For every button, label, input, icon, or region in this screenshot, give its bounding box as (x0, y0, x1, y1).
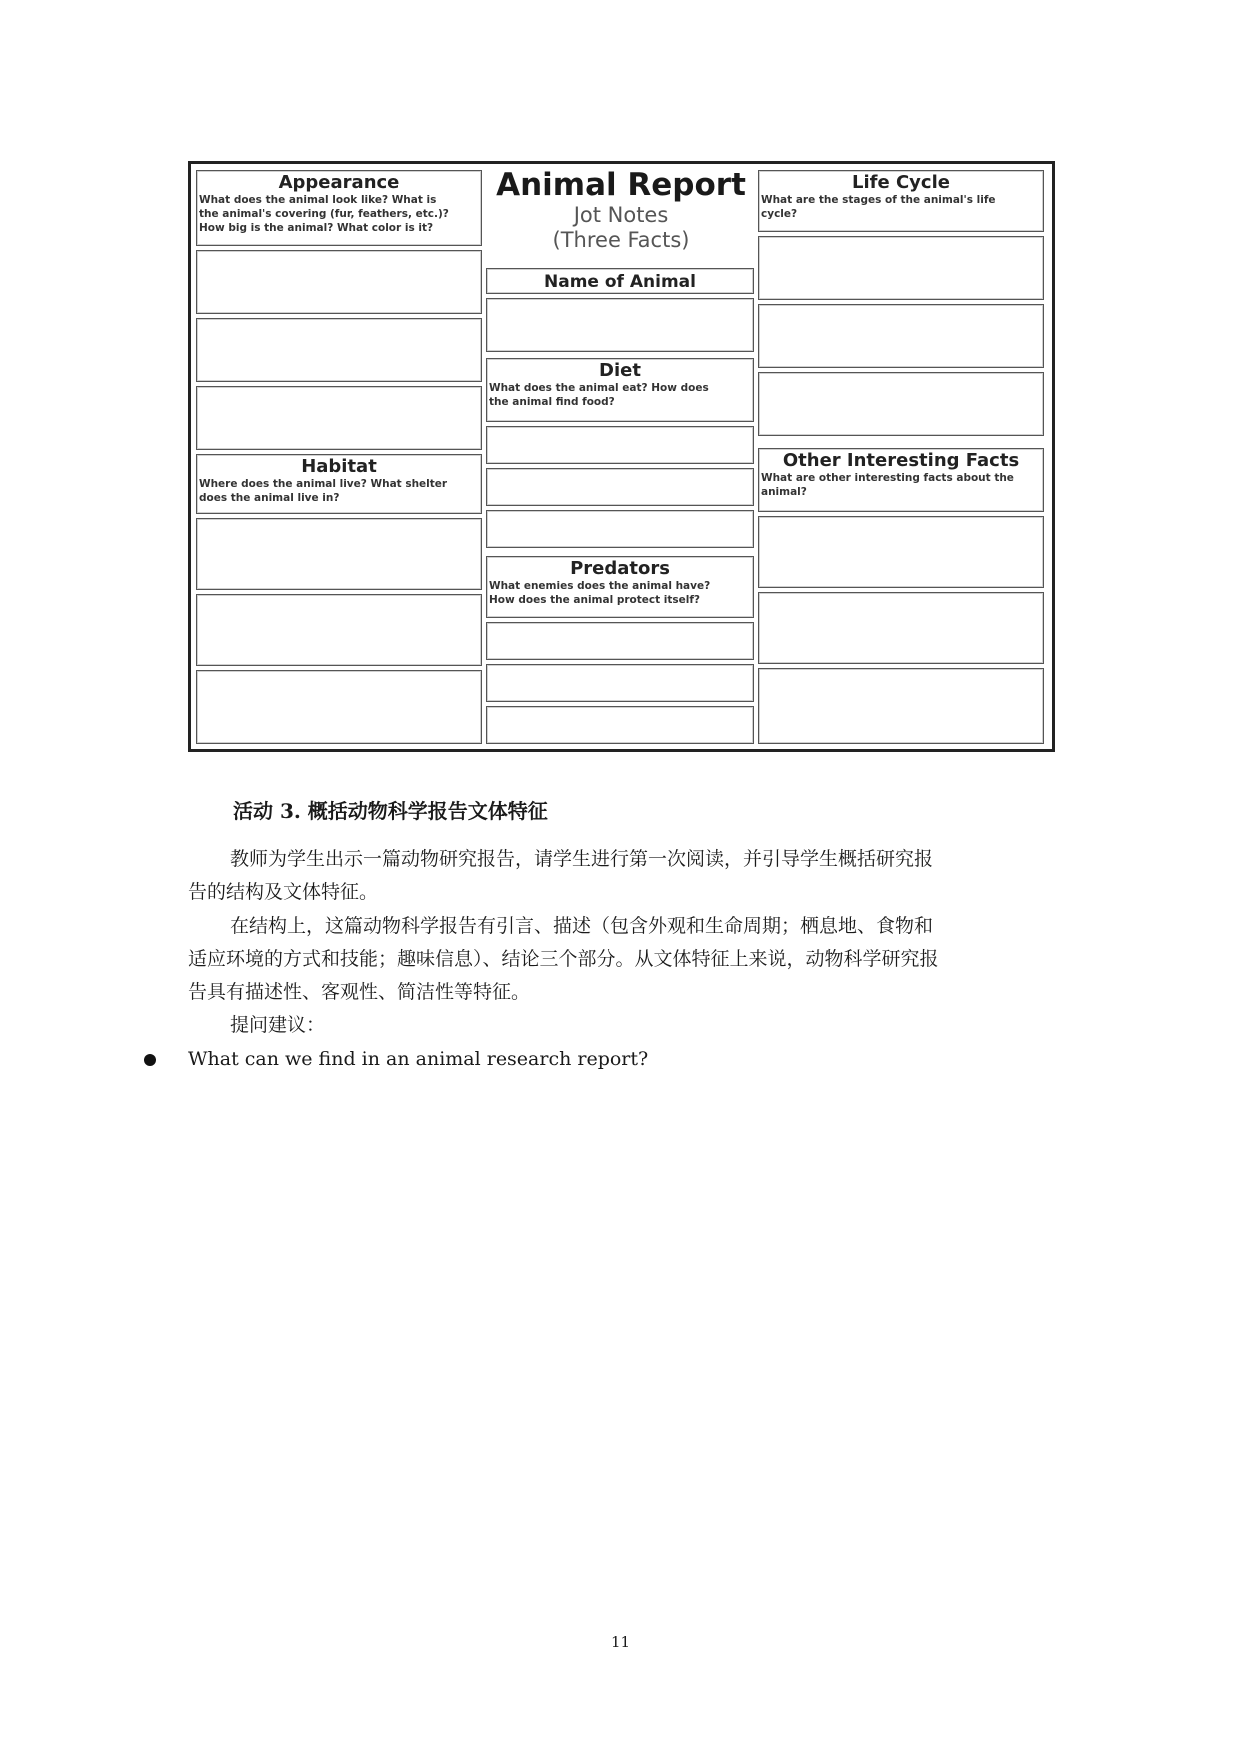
predators-title: Predators (570, 558, 670, 579)
paragraph-1-line-1: 教师为学生出示一篇动物研究报告，请学生进行第一次阅读，并引导学生概括研究报 (230, 848, 934, 870)
paragraph-2-line-2: 适应环境的方式和技能；趣味信息）、结论三个部分。从文体特征上来说，动物科学研究报 (188, 948, 939, 970)
diet-question-2: the animal find food? (489, 396, 615, 408)
life-cycle-title: Life Cycle (852, 172, 950, 193)
name-of-animal-label: Name of Animal (544, 272, 696, 292)
diet-fact-box-1 (486, 426, 754, 464)
habitat-fact-box-3 (196, 670, 482, 744)
activity-heading: 活动 3. 概括动物科学报告文体特征 (233, 799, 548, 823)
predators-header (486, 556, 754, 618)
worksheet-title: Animal Report (496, 167, 746, 203)
life-cycle-fact-box-1 (758, 236, 1044, 300)
predators-fact-box-2 (486, 664, 754, 702)
diet-title: Diet (599, 360, 641, 381)
appearance-fact-box-3 (196, 386, 482, 450)
life-cycle-question-2: cycle? (761, 208, 798, 220)
habitat-header (196, 454, 482, 514)
appearance-question-3: How big is the animal? What color is it? (199, 222, 434, 234)
predators-fact-box-1 (486, 622, 754, 660)
appearance-title: Appearance (278, 172, 400, 193)
other-facts-fact-box-3 (758, 668, 1044, 744)
bullet-dot (144, 1054, 156, 1066)
predators-question-2: How does the animal protect itself? (489, 594, 701, 606)
habitat-question-2: does the animal live in? (199, 492, 340, 504)
other-facts-title: Other Interesting Facts (782, 450, 1020, 471)
paragraph-2-line-3: 告具有描述性、客观性、简洁性等特征。 (188, 981, 531, 1003)
page-number: 11 (610, 1633, 631, 1651)
other-facts-fact-box-1 (758, 516, 1044, 588)
other-facts-question-2: animal? (761, 486, 807, 498)
other-facts-fact-box-2 (758, 592, 1044, 664)
diet-question-1: What does the animal eat? How does (489, 382, 709, 394)
appearance-question-2: the animal's covering (fur, feathers, etc.)? (199, 208, 449, 220)
life-cycle-question-1: What are the stages of the animal's life (761, 194, 996, 206)
diet-fact-box-2 (486, 468, 754, 506)
paragraph-1-line-2: 告的结构及文体特征。 (188, 881, 379, 903)
other-facts-header (758, 448, 1044, 512)
life-cycle-fact-box-3 (758, 372, 1044, 436)
diet-header (486, 358, 754, 422)
habitat-title: Habitat (301, 456, 377, 477)
diet-fact-box-3 (486, 510, 754, 548)
habitat-fact-box-1 (196, 518, 482, 590)
name-of-animal-header (486, 268, 754, 294)
appearance-fact-box-1 (196, 250, 482, 314)
life-cycle-header (758, 170, 1044, 232)
worksheet-title-block (490, 163, 752, 253)
paragraph-2-line-1: 在结构上，这篇动物科学报告有引言、描述（包含外观和生命周期；栖息地、食物和 (230, 915, 934, 937)
appearance-fact-box-2 (196, 318, 482, 382)
appearance-question-1: What does the animal look like? What is (199, 194, 437, 206)
bullet-question-1: What can we find in an animal research report? (188, 1048, 649, 1070)
name-of-animal-box (486, 298, 754, 352)
predators-fact-box-3 (486, 706, 754, 744)
appearance-header (196, 170, 482, 246)
worksheet-subtitle-jot-notes: Jot Notes (573, 203, 669, 227)
habitat-question-1: Where does the animal live? What shelter (199, 478, 448, 490)
other-facts-question-1: What are other interesting facts about the (761, 472, 1014, 484)
question-suggestion-label: 提问建议： (230, 1014, 326, 1036)
life-cycle-fact-box-2 (758, 304, 1044, 368)
predators-question-1: What enemies does the animal have? (489, 580, 711, 592)
worksheet-subtitle-three-facts: (Three Facts) (552, 228, 690, 252)
habitat-fact-box-2 (196, 594, 482, 666)
